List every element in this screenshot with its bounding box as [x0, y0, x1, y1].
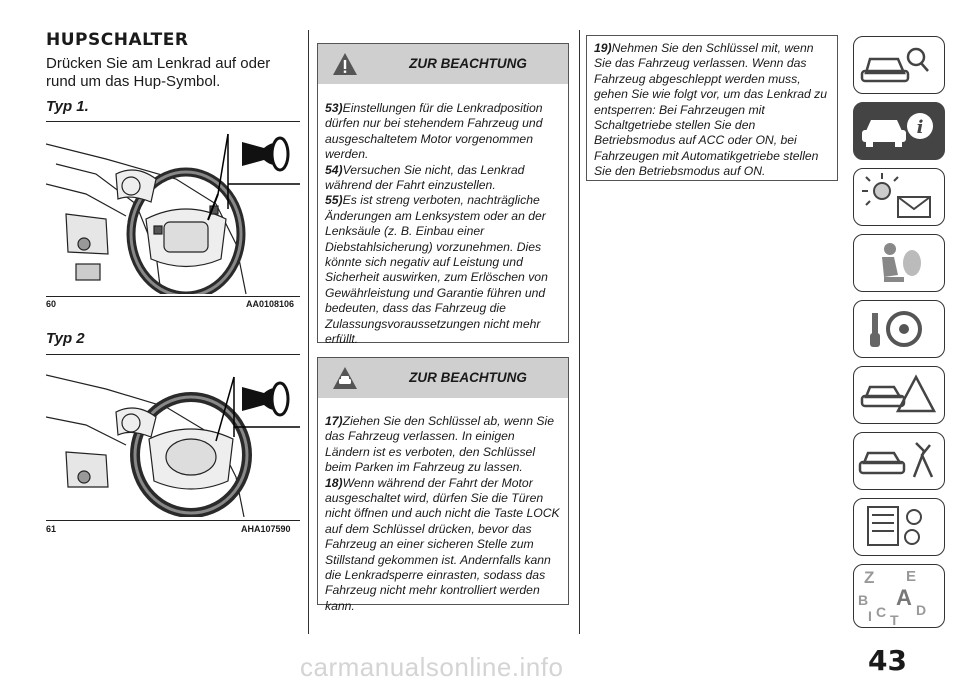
column-separator: [308, 30, 309, 634]
figure-1-code: AA0108106: [246, 299, 295, 309]
tab-alphabetical-index[interactable]: [853, 564, 945, 628]
page-number: 43: [868, 644, 907, 677]
svg-text:D: D: [916, 602, 927, 618]
tab-car-search[interactable]: [853, 36, 945, 94]
intro-text: Drücken Sie am Lenkrad auf oder rund um das Hup-Symbol.: [46, 55, 271, 90]
horn-icon: [242, 138, 288, 170]
divider: [46, 354, 300, 355]
warning-box-1: [317, 43, 569, 347]
svg-text:Z: Z: [864, 568, 875, 587]
steering-key-icon: [854, 301, 943, 356]
tab-warning-lights[interactable]: [853, 168, 945, 226]
note-item: 54)Versuchen Sie nicht, das Lenkrad während der Fahrt einzustellen.: [325, 162, 525, 193]
divider: [46, 520, 300, 521]
warning-box-3: [586, 35, 838, 181]
svg-text:I: I: [868, 608, 872, 624]
figure-1-number: 60: [46, 299, 57, 309]
svg-text:E: E: [906, 568, 917, 585]
note-item: 55)Es ist streng verboten, nachträgliche Änderungen am Lenksystem oder an der Lenksäule (z. B. Einbau einer Diebstahlsicherung) vorzunehmen. Dies könnte sich negativ auf Leistung und Sicherheit auswirken, zum Erlöschen von Gewährleistung und Garantie führen und bedeuten, dass das Fahrzeug die Zulassungsvoraussetzungen nicht mehr erfüllt.: [325, 193, 548, 347]
airbag-seat-icon: [854, 235, 943, 290]
warning-band: [318, 44, 568, 84]
svg-text:A: A: [896, 585, 912, 610]
figure-2-label: Typ 2: [46, 330, 85, 347]
note-item: 17)Ziehen Sie den Schlüssel ab, wenn Sie das Fahrzeug verlassen. In einigen Ländern ist es verboten, den Schlüssel beim Parken im Fahrzeug zu lassen.: [325, 414, 555, 475]
svg-text:B: B: [858, 592, 869, 608]
horn-icon: [242, 383, 288, 415]
tab-technical-data[interactable]: [853, 498, 945, 556]
divider: [46, 296, 300, 297]
svg-text:C: C: [876, 604, 887, 620]
warning-box-2: [317, 357, 569, 613]
car-wrench-icon: [854, 433, 943, 488]
note-item: 18)Wenn während der Fahrt der Motor ausgeschaltet wird, dürfen Sie die Türen nicht öffnen und auch nicht die Taste LOCK auf dem Schlüssel drücken, bevor das Fahrzeug an einer sicheren Stelle zum Stillstand gekommen ist. Andernfalls kann die Lenkradsperre einrasten, sodass das Fahrzeug nicht mehr kontrolliert werden kann.: [325, 475, 560, 613]
steering-wheel-figure-2: [46, 357, 300, 517]
warning-title: ZUR BEACHTUNG: [409, 56, 527, 71]
warning-triangle-icon: [332, 52, 358, 76]
alphabet-index-icon: [854, 565, 943, 626]
steering-wheel-figure-1: [46, 124, 300, 294]
warning-light-icon: [854, 169, 943, 224]
tab-car-info[interactable]: [853, 102, 945, 160]
tab-starting-driving[interactable]: [853, 300, 945, 358]
car-info-icon: [854, 103, 943, 158]
tab-safety[interactable]: [853, 234, 945, 292]
note-item: 19)Nehmen Sie den Schlüssel mit, wenn Sie das Fahrzeug verlassen. Wenn das Fahrzeug abgeschleppt werden muss, gehen Sie wie folgt vor, um das Lenkrad zu entsperren: Bei Fahrzeugen mit Schaltgetriebe stellen Sie den Betriebsmodus auf ACC oder ON, bei Fahrzeugen mit Automatikgetriebe stellen Sie den Betriebsmodus auf ON.: [594, 41, 828, 179]
car-warning-icon: [332, 366, 358, 390]
car-warning-icon: [854, 367, 943, 422]
watermark: carmanualsonline.info: [300, 652, 564, 682]
figure-1-label: Typ 1.: [46, 98, 89, 115]
svg-text:T: T: [890, 612, 899, 626]
warning-title: ZUR BEACHTUNG: [409, 370, 527, 385]
section-heading: HUPSCHALTER: [46, 30, 189, 50]
column-separator: [579, 30, 580, 634]
tab-maintenance[interactable]: [853, 432, 945, 490]
figure-2-code: AHA107590: [241, 524, 291, 534]
list-gears-icon: [854, 499, 943, 554]
divider: [46, 121, 300, 122]
figure-2-number: 61: [46, 524, 57, 534]
tab-emergency[interactable]: [853, 366, 945, 424]
note-item: 53)Einstellungen für die Lenkradposition dürfen nur bei stehendem Fahrzeug und ausgeschaltetem Motor vorgenommen werden.: [325, 101, 543, 162]
car-search-icon: [854, 37, 943, 92]
svg-text:i: i: [916, 117, 924, 138]
warning-band: [318, 358, 568, 398]
